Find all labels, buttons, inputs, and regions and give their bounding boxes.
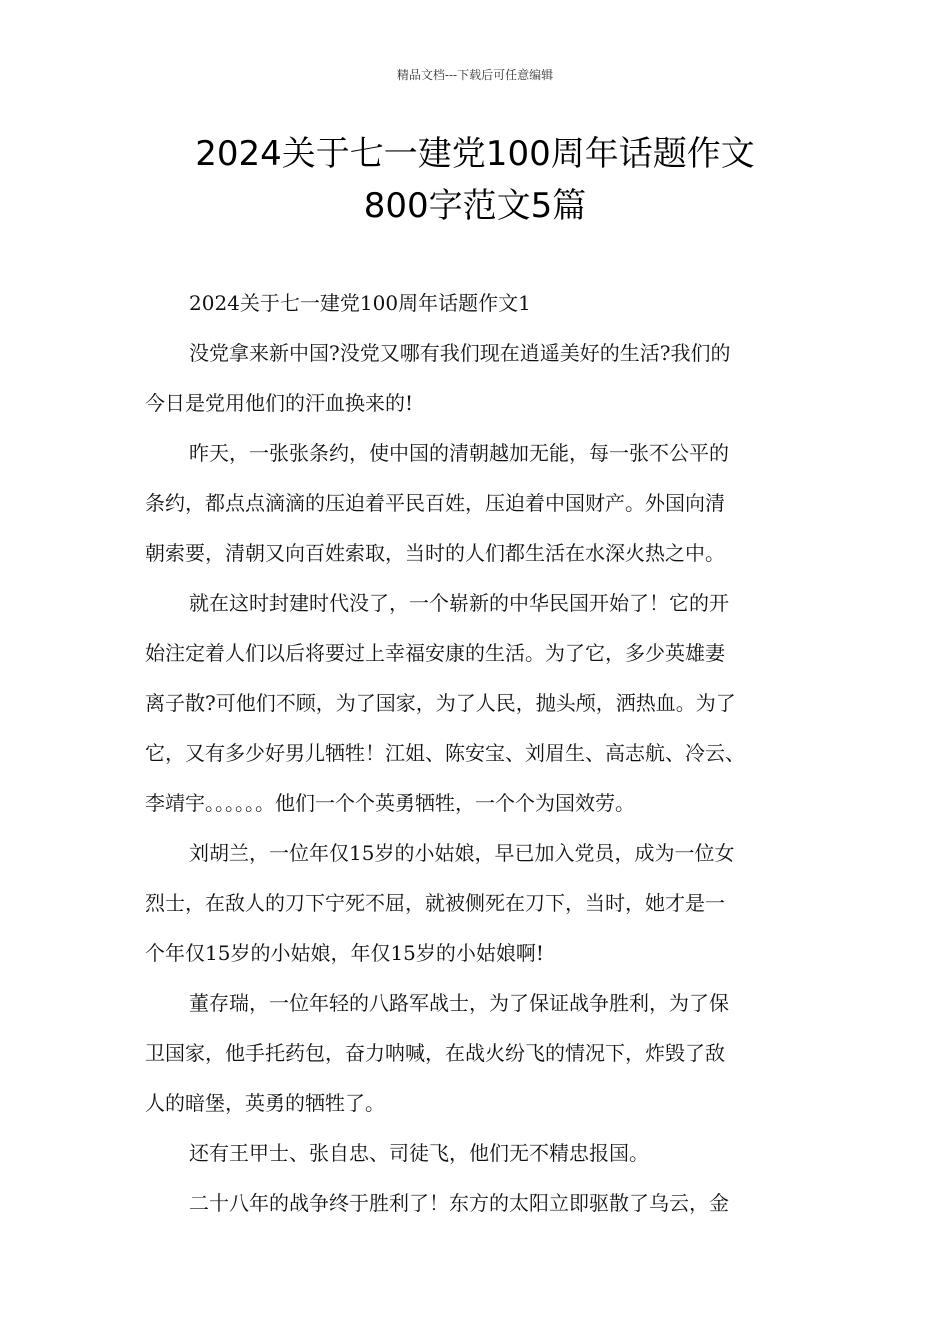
paragraph-line: 董存瑞，一位年轻的八路军战士，为了保证战争胜利，为了保 [189,991,729,1015]
paragraph-line: 就在这时封建时代没了，一个崭新的中华民国开始了！它的开 [189,591,729,615]
title-line-1: 2024关于七一建党100周年话题作文 [195,134,755,174]
paragraph-line: 2024关于七一建党100周年话题作文1 [189,291,531,315]
paragraph-line: 卫国家，他手托药包，奋力呐喊，在战火纷飞的情况下，炸毁了敌 [145,1041,725,1065]
paragraph-line: 人的暗堡，英勇的牺牲了。 [145,1091,385,1115]
paragraph-subtitle [145,278,807,328]
paragraph [145,1178,807,1228]
paragraph [145,578,807,828]
paragraph-line: 还有王甲士、张自忠、司徒飞，他们无不精忠报国。 [189,1141,649,1165]
paragraph-line: 刘胡兰，一位年仅15岁的小姑娘，早已加入党员，成为一位女 [189,841,735,865]
header-note: 精品文档---下载后可任意编辑 [396,68,554,82]
paragraph-line: 今日是党用他们的汗血换来的! [145,391,414,415]
paragraph-line: 昨天，一张张条约，使中国的清朝越加无能，每一张不公平的 [189,441,729,465]
title-line-2: 800字范文5篇 [363,186,587,226]
paragraph-line: 始注定着人们以后将要过上幸福安康的生活。为了它，多少英雄妻 [145,641,725,665]
document-title [120,128,830,232]
paragraph-line: 条约，都点点滴滴的压迫着平民百姓，压迫着中国财产。外国向清 [145,491,725,515]
document-body [145,278,807,1228]
paragraph [145,1128,807,1178]
paragraph-line: 烈士，在敌人的刀下宁死不屈，就被侧死在刀下，当时，她才是一 [145,891,725,915]
paragraph-line: 它，又有多少好男儿牺牲！江姐、陈安宝、刘眉生、高志航、冷云、 [145,741,745,765]
paragraph-line: 没党拿来新中国?没党又哪有我们现在逍遥美好的生活?我们的 [189,341,731,365]
paragraph-line: 个年仅15岁的小姑娘，年仅15岁的小姑娘啊! [145,941,544,965]
paragraph-line: 离子散?可他们不顾，为了国家，为了人民，抛头颅，洒热血。为了 [145,691,736,715]
paragraph-line: 二十八年的战争终于胜利了！东方的太阳立即驱散了乌云，金 [189,1191,729,1215]
paragraph-line: 朝索要，清朝又向百姓索取，当时的人们都生活在水深火热之中。 [145,541,725,565]
paragraph [145,978,807,1128]
paragraph-line: 李靖宇。。。。。。他们一个个英勇牺牲，一个个为国效劳。 [145,791,635,815]
paragraph [145,828,807,978]
paragraph [145,328,807,428]
paragraph [145,428,807,578]
